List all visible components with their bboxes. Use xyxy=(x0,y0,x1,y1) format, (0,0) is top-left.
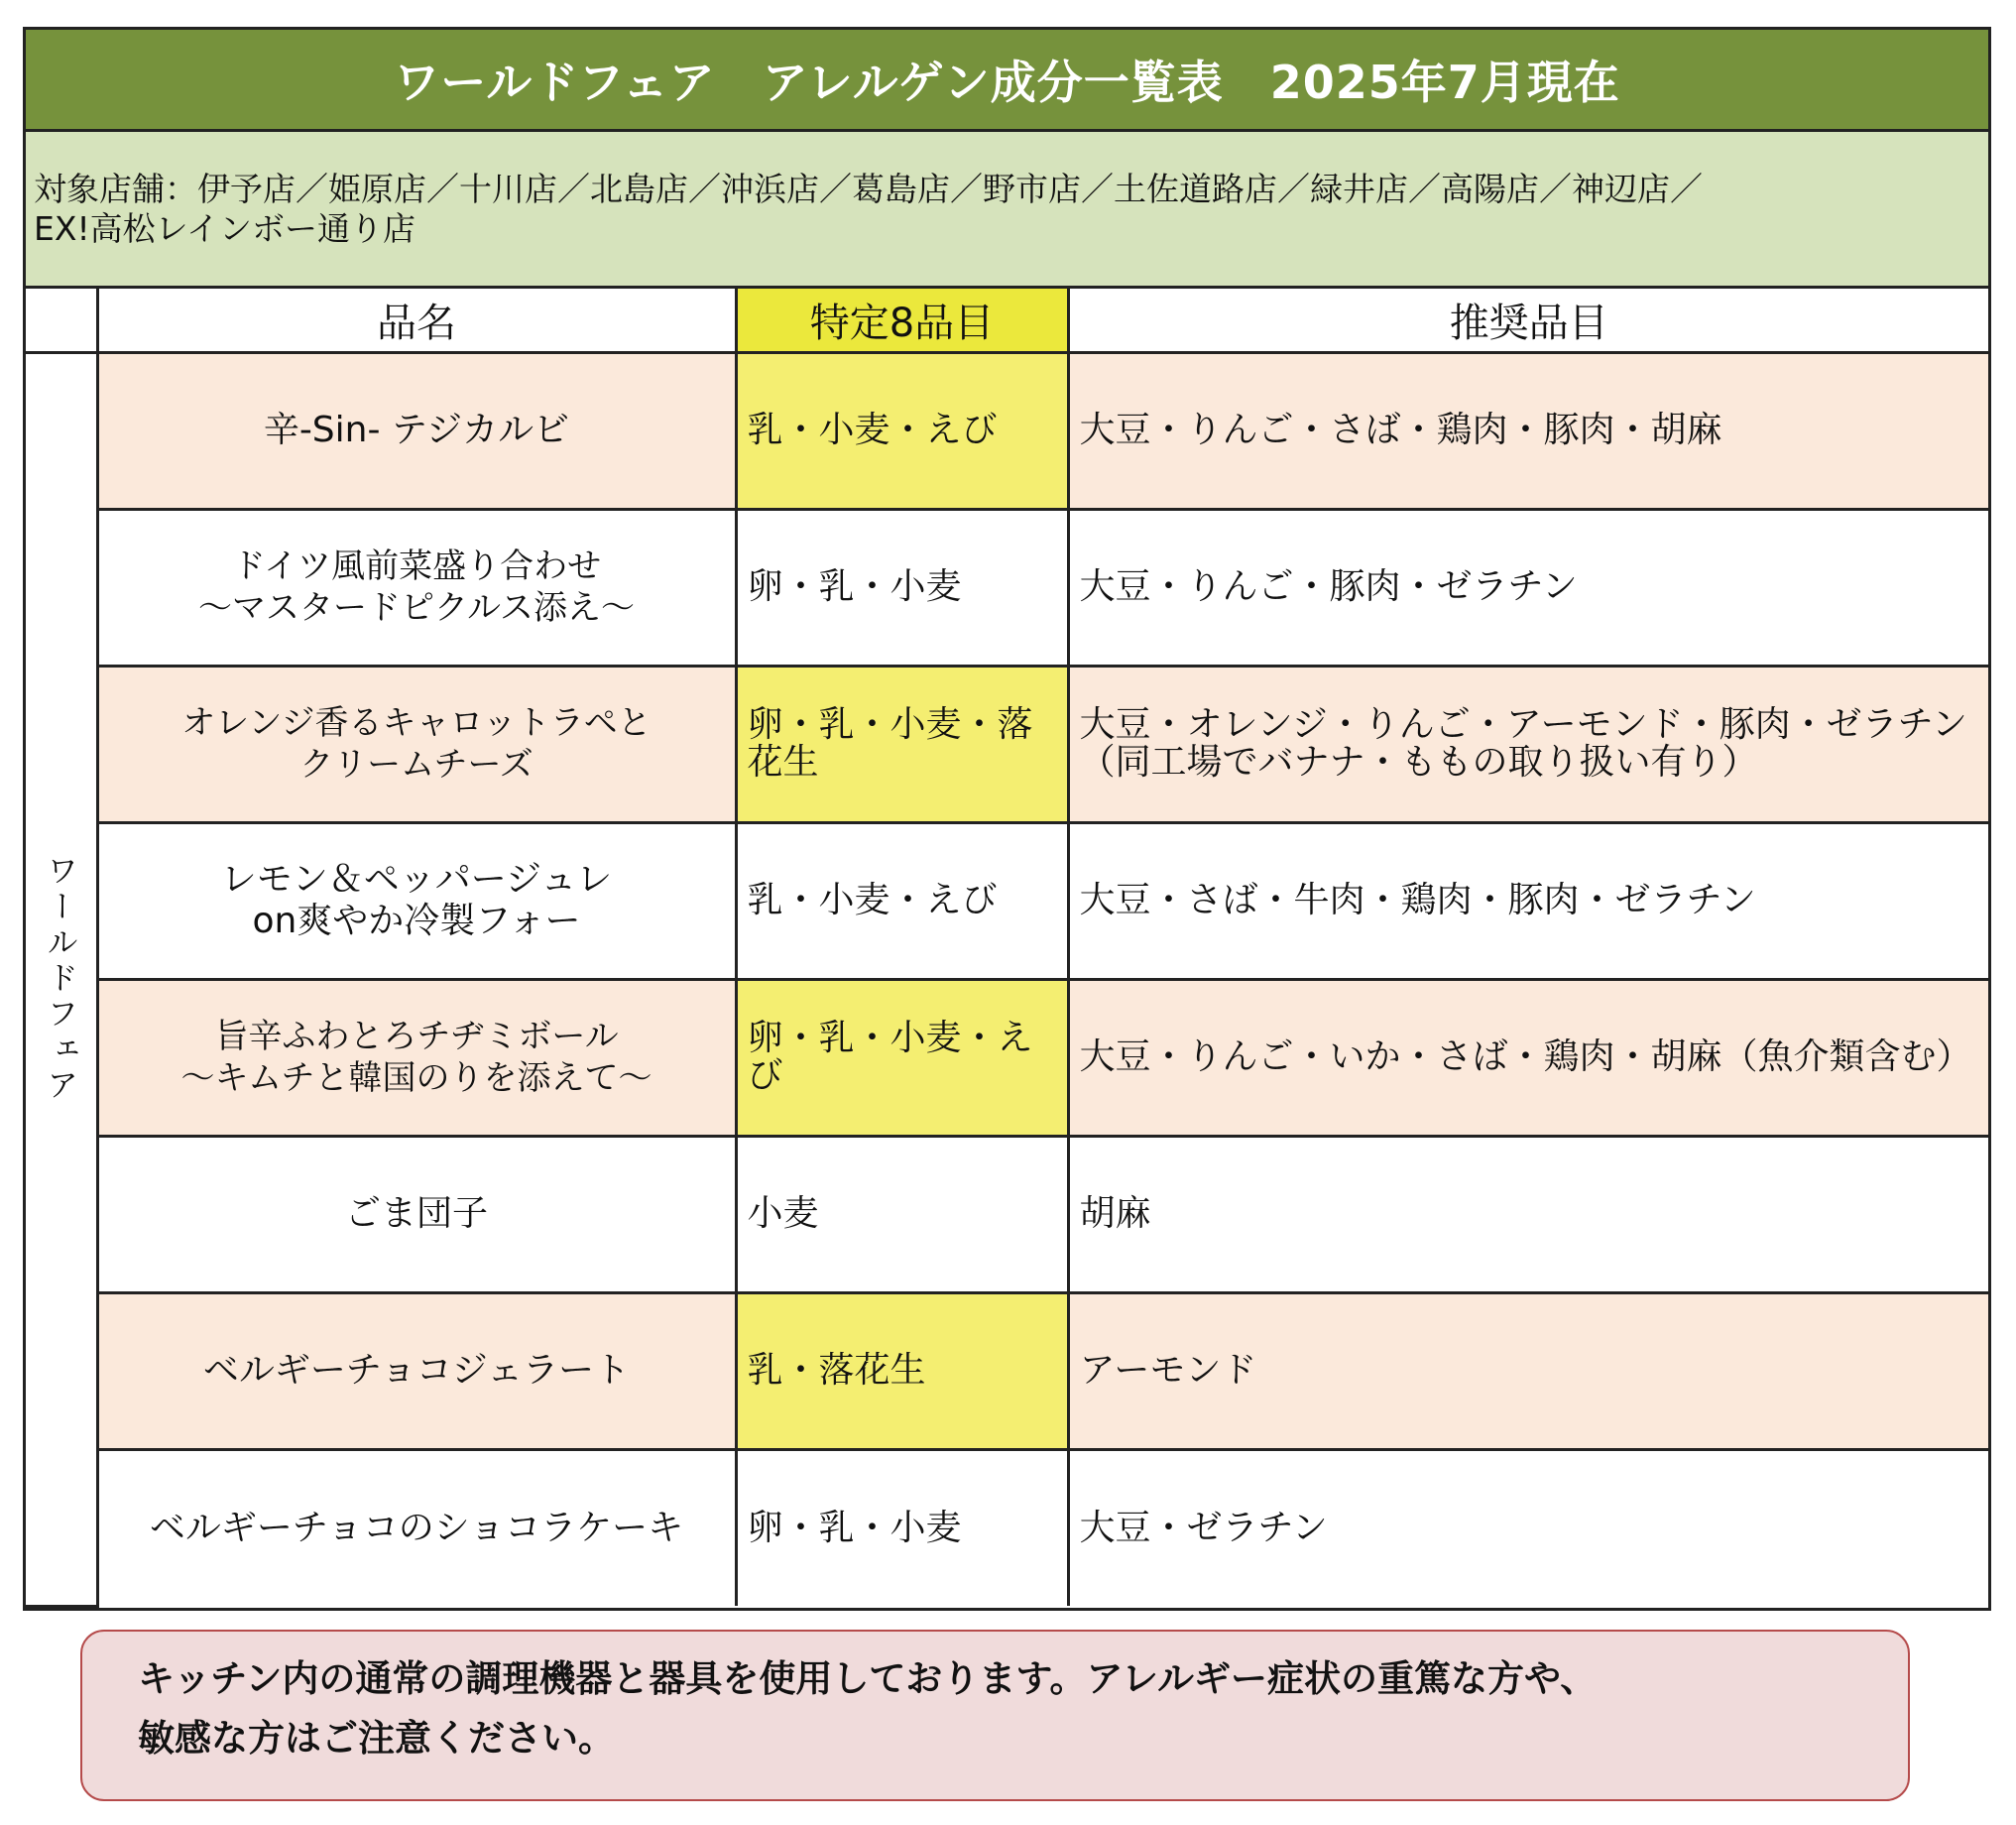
allergen-table xyxy=(26,289,1988,1608)
item-specific-allergens: 小麦 xyxy=(736,1136,1068,1292)
caution-note xyxy=(80,1630,1910,1801)
table-row xyxy=(26,979,1988,1136)
header-specific: 特定8品目 xyxy=(736,289,1068,352)
table-row xyxy=(26,1136,1988,1292)
item-recommended-allergens: 大豆・りんご・豚肉・ゼラチン xyxy=(1068,509,1988,666)
item-recommended-allergens: 大豆・オレンジ・りんご・アーモンド・豚肉・ゼラチン （同工場でバナナ・ももの取り扱い有り） xyxy=(1068,666,1988,822)
item-name: 旨辛ふわとろチヂミボール ～キムチと韓国のりを添えて～ xyxy=(97,979,736,1136)
table-header-row xyxy=(26,289,1988,352)
table-row xyxy=(26,1449,1988,1606)
stores-line-1: 対象店舗：伊予店／姫原店／十川店／北島店／沖浜店／葛島店／野市店／土佐道路店／緑井店／高陽店／神辺店／ xyxy=(34,170,1703,208)
item-specific-allergens: 乳・小麦・えび xyxy=(736,822,1068,979)
header-blank xyxy=(26,289,97,352)
table-row xyxy=(26,1292,1988,1449)
item-name: ベルギーチョコジェラート xyxy=(97,1292,736,1449)
item-recommended-allergens: 大豆・ゼラチン xyxy=(1068,1449,1988,1606)
item-recommended-allergens: 胡麻 xyxy=(1068,1136,1988,1292)
item-specific-allergens: 卵・乳・小麦・落花生 xyxy=(736,666,1068,822)
item-recommended-allergens: アーモンド xyxy=(1068,1292,1988,1449)
header-name: 品名 xyxy=(97,289,736,352)
item-recommended-allergens: 大豆・さば・牛肉・鶏肉・豚肉・ゼラチン xyxy=(1068,822,1988,979)
item-recommended-allergens: 大豆・りんご・さば・鶏肉・豚肉・胡麻 xyxy=(1068,352,1988,509)
item-name: 辛-Sin- テジカルビ xyxy=(97,352,736,509)
item-name: レモン＆ペッパージュレ on爽やか冷製フォー xyxy=(97,822,736,979)
item-specific-allergens: 乳・小麦・えび xyxy=(736,352,1068,509)
item-name: オレンジ香るキャロットラペと クリームチーズ xyxy=(97,666,736,822)
table-row xyxy=(26,666,1988,822)
item-name: ごま団子 xyxy=(97,1136,736,1292)
item-name: ベルギーチョコのショコラケーキ xyxy=(97,1449,736,1606)
caution-line-1: キッチン内の通常の調理機器と器具を使用しております。アレルギー症状の重篤な方や、 xyxy=(138,1657,1598,1700)
item-specific-allergens: 卵・乳・小麦・えび xyxy=(736,979,1068,1136)
caution-line-2: 敏感な方はご注意ください。 xyxy=(138,1717,615,1760)
target-stores xyxy=(26,132,1988,289)
item-specific-allergens: 卵・乳・小麦 xyxy=(736,1449,1068,1606)
table-row xyxy=(26,509,1988,666)
allergen-sheet xyxy=(23,27,1991,1611)
item-specific-allergens: 卵・乳・小麦 xyxy=(736,509,1068,666)
fair-side-label: ワールドフェア xyxy=(26,352,97,1606)
page-title: ワールドフェア アレルゲン成分一覧表 2025年7月現在 xyxy=(26,30,1988,132)
item-specific-allergens: 乳・落花生 xyxy=(736,1292,1068,1449)
header-recommended: 推奨品目 xyxy=(1068,289,1988,352)
table-row xyxy=(26,352,1988,509)
table-row xyxy=(26,822,1988,979)
stores-line-2: EX!高松レインボー通り店 xyxy=(34,209,416,248)
item-name: ドイツ風前菜盛り合わせ ～マスタードピクルス添え～ xyxy=(97,509,736,666)
item-recommended-allergens: 大豆・りんご・いか・さば・鶏肉・胡麻（魚介類含む） xyxy=(1068,979,1988,1136)
